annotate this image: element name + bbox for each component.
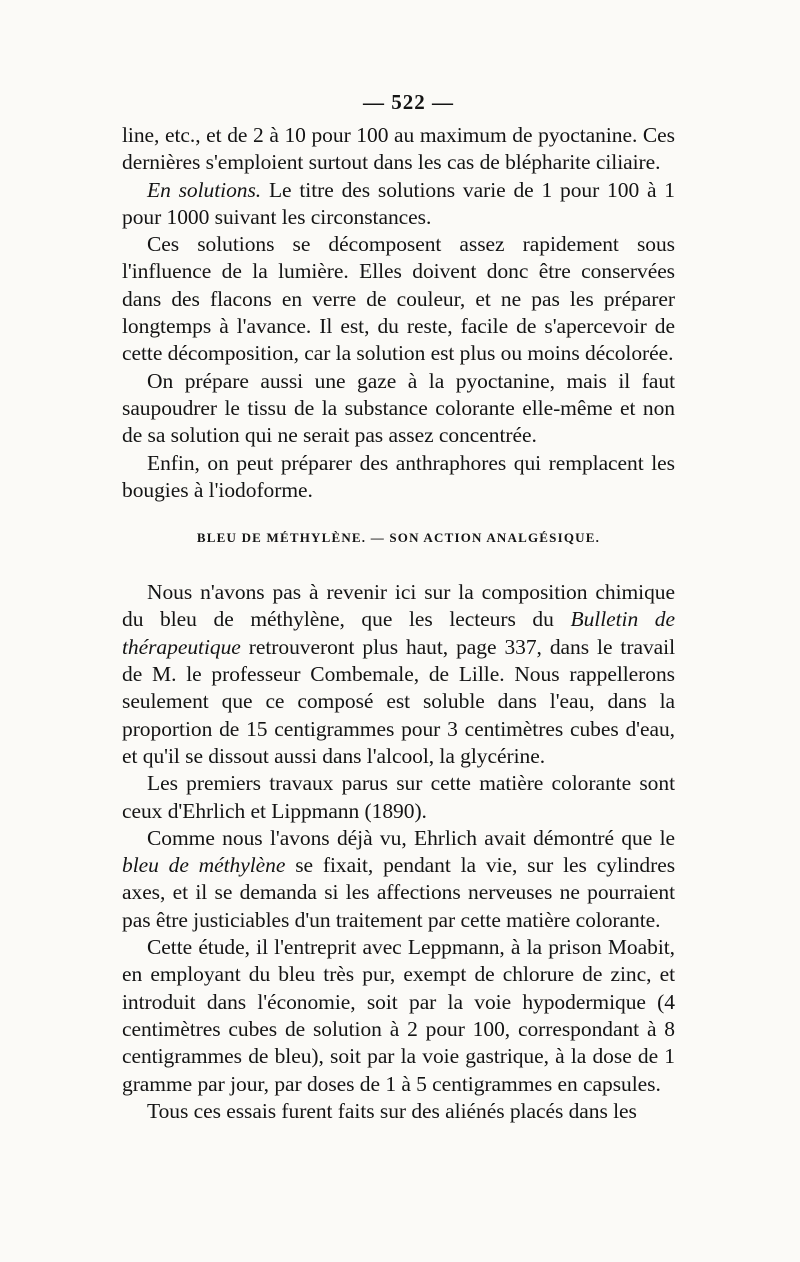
paragraph-ehrlich (122, 825, 675, 934)
paragraph-anthraphores (122, 450, 675, 505)
paragraph-decomposition (122, 231, 675, 367)
page-number: — 522 — (363, 90, 454, 114)
text-run: se fixait, pendant la vie, sur les cylindres axes, et il se demanda si les affections nerveuses ne pourraient pas être justiciables d'un traitement par cette matière colorante. (122, 853, 676, 932)
italic-text-run: Bulletin de thérapeutique (122, 607, 675, 659)
text-run: On prépare aussi une gaze à la pyoctanine, mais il faut saupoudrer le tissu de la substance colorante elle-même et non de sa solution qui ne serait pas assez concentrée. (122, 368, 675, 448)
text-run: retrouveront plus haut, page 337, dans le travail de M. le professeur Combemale, de Lille. Nous rappellerons seulement que ce composé est soluble dans l'eau, dans la proportion de 15 centigrammes pour 3 centimètres cubes d'eau, et qu'il se dissout aussi dans l'alcool, la glycérine. (122, 634, 675, 768)
book-page (122, 88, 675, 1125)
paragraph-premiers-travaux (122, 770, 675, 825)
text-run: Comme nous l'avons déjà vu, Ehrlich avait démontré que le (147, 825, 675, 850)
italic-text-run: bleu de méthylène (122, 853, 286, 878)
text-run: Nous n'avons pas à revenir ici sur la composition chimique du bleu de méthylène, que les lecteurs du (122, 580, 675, 632)
text-run: Tous ces essais furent faits sur des aliénés placés dans les (147, 1098, 637, 1123)
paragraph-etude (122, 934, 675, 1098)
text-run: line, etc., et de 2 à 10 pour 100 au maximum de pyoctanine. Ces dernières s'emploient surtout dans les cas de blépharite ciliaire. (122, 123, 675, 175)
paragraph-continuation (122, 122, 675, 177)
section-heading: BLEU DE MÉTHYLÈNE. — SON ACTION ANALGÉSIQUE. (196, 530, 601, 546)
paragraph-essais (122, 1098, 675, 1125)
italic-text-run: En solutions. (147, 177, 262, 202)
text-run: Le titre des solutions varie de 1 pour 100 à 1 pour 1000 suivant les circonstances. (122, 177, 675, 229)
text-run: Ces solutions se décomposent assez rapidement sous l'influence de la lumière. Elles doivent donc être conservées dans des flacons en verre de couleur, et ne pas les préparer longtemps à l'avance. Il est, du reste, facile de s'apercevoir de cette décomposition, car la solution est plus ou moins décolorée. (122, 232, 675, 366)
text-run: Les premiers travaux parus sur cette matière colorante sont ceux d'Ehrlich et Lippmann (1890). (122, 771, 675, 823)
text-run: Enfin, on peut préparer des anthraphores qui remplacent les bougies à l'iodoforme. (122, 450, 675, 502)
paragraph-composition (122, 579, 675, 770)
paragraph-solutions (122, 177, 675, 232)
text-run: Cette étude, il l'entreprit avec Leppmann, à la prison Moabit, en employant du bleu très pur, exempt de chlorure de zinc, et introduit dans l'économie, soit par la voie hypodermique (4 centimètres cubes de solution à 2 pour 100, correspondant à 8 centigrammes de bleu), soit par la voie gastrique, à la dose de 1 gramme par jour, par doses de 1 à 5 centigrammes en capsules. (122, 935, 675, 1096)
paragraph-gaze (122, 368, 675, 450)
